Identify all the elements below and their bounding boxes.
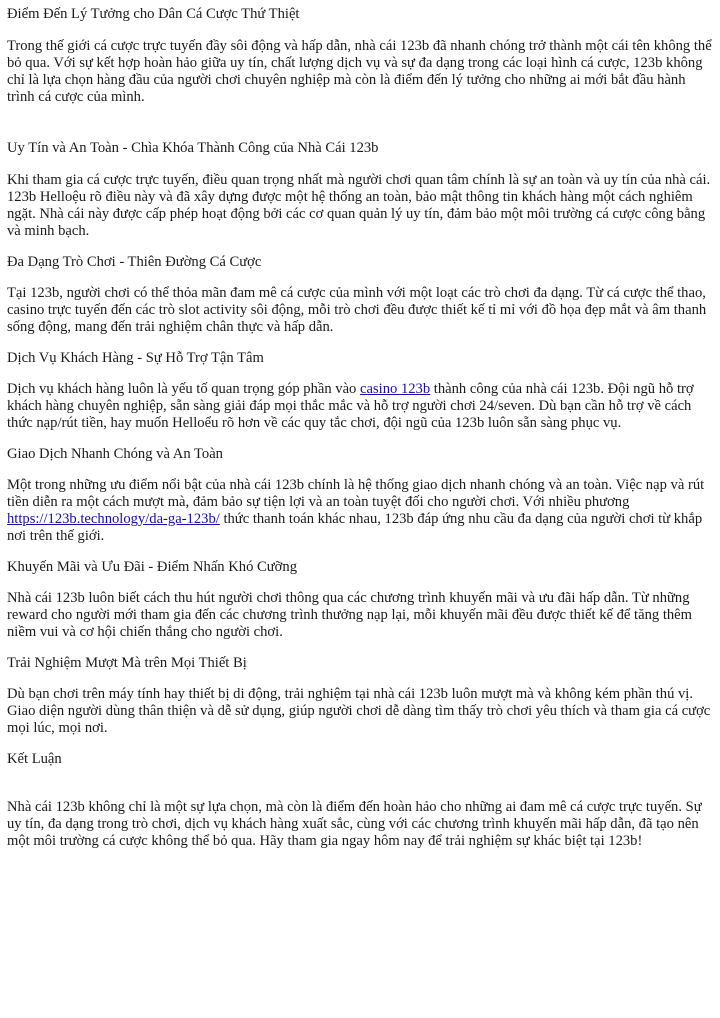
intro-paragraph: Trong thế giới cá cược trực tuyến đầy sôi động và hấp dẫn, nhà cái 123b đã nhanh chóng trở thành một cái tên không thể bỏ qua. Với sự kết hợp hoàn hảo giữa uy tín, chất lượng dịch vụ và sự đa dạng trong các loại hình cá cược, 123b không chỉ là lựa chọn hàng đầu của người chơi chuyên nghiệp mà còn là điểm đến lý tưởng cho những ai mới bắt đầu hành trình cá cược của mình. [7,38,712,105]
da-ga-123b-link[interactable]: https://123b.technology/da-ga-123b/ [7,511,220,527]
section-heading-devices: Trải Nghiệm Mượt Mà trên Mọi Thiết Bị [7,655,247,671]
section-heading-trust: Uy Tín và An Toàn - Chìa Khóa Thành Công của Nhà Cái 123b [7,140,379,156]
transactions-text-end: thức thanh toán khác nhau, 123b đáp ứng nhu cầu đa dạng của người chơi từ khắp nơi trên thế giới. [7,511,703,544]
support-text-start: Dịch vụ khách hàng luôn là yếu tố quan trọng góp phần vào [7,381,361,397]
section-paragraph-conclusion: Nhà cái 123b không chỉ là một sự lựa chọn, mà còn là điểm đến hoàn hảo cho những ai đam mê cá cược trực tuyến. Sự uy tín, đa dạng trong trò chơi, dịch vụ khách hàng xuất sắc, cùng với các chương trình khuyến mãi hấp dẫn, đã tạo nên một môi trường cá cược không thể bỏ qua. Hãy tham gia ngay hôm nay để trải nghiệm sự khác biệt tại 123b! [7,799,702,849]
support-text-end: thành công của nhà cái 123b. Đội ngũ hỗ trợ khách hàng chuyên nghiệp, sẵn sàng giải đáp mọi thắc mắc và hỗ trợ người chơi 24/seven. Dù bạn cần hỗ trợ về cách thức nạp/rút tiền, hay muốn Helloểu rõ hơn về các quy tắc chơi, đội ngũ của 123b luôn sẵn sàng phục vụ. [7,381,694,431]
section-paragraph-games: Tại 123b, người chơi có thể thỏa mãn đam mê cá cược của mình với một loạt các trò chơi đa dạng. Từ cá cược thể thao, casino trực tuyến đến các trò slot activity sôi động, mỗi trò chơi đều được thiết kế tỉ mỉ với đồ họa đẹp mắt và âm thanh sống động, mang đến trải nghiệm chân thực và hấp dẫn. [7,285,707,335]
section-paragraph-promotions: Nhà cái 123b luôn biết cách thu hút người chơi thông qua các chương trình khuyến mãi và ưu đãi hấp dẫn. Từ những reward cho người mới tham gia đến các chương trình thưởng nạp lại, mỗi khuyến mãi đều được thiết kế để tăng thêm niềm vui và cơ hội chiến thắng cho người chơi. [7,590,693,640]
section-paragraph-trust: Khi tham gia cá cược trực tuyến, điều quan trọng nhất mà người chơi quan tâm chính là sự an toàn và uy tín của nhà cái. 123b Helloệu rõ điều này và đã xây dựng được một hệ thống an toàn, bảo mật thông tin khách hàng một cách nghiêm ngặt. Nhà cái này được cấp phép hoạt động bởi các cơ quan quản lý uy tín, đảm bảo một môi trường cá cược công bằng và minh bạch. [7,172,711,239]
section-heading-conclusion: Kết Luận [7,751,62,767]
section-paragraph-transactions [7,477,712,545]
casino-123b-link[interactable]: casino 123b [360,381,431,397]
section-heading-promotions: Khuyến Mãi và Ưu Đãi - Điểm Nhấn Khó Cưỡng [7,559,297,575]
section-heading-support: Dịch Vụ Khách Hàng - Sự Hỗ Trợ Tận Tâm [7,350,264,366]
section-paragraph-devices: Dù bạn chơi trên máy tính hay thiết bị di động, trải nghiệm tại nhà cái 123b luôn mượt mà và không kém phần thú vị. Giao diện người dùng thân thiện và dễ sử dụng, giúp người chơi dễ dàng tìm thấy trò chơi yêu thích và tham gia cá cược mọi lúc, mọi nơi. [7,686,711,736]
section-paragraph-support [7,381,712,432]
section-heading-transactions: Giao Dịch Nhanh Chóng và An Toàn [7,446,223,462]
page-title: Điểm Đến Lý Tưởng cho Dân Cá Cược Thứ Thiệt [7,6,300,22]
section-heading-games: Đa Dạng Trò Chơi - Thiên Đường Cá Cược [7,254,262,270]
transactions-text-start: Một trong những ưu điểm nổi bật của nhà cái 123b chính là hệ thống giao dịch nhanh chóng và an toàn. Việc nạp và rút tiền diễn ra một cách mượt mà, đảm bảo sự tiện lợi và an toàn tuyệt đối cho người chơi. Với nhiều phương [7,477,705,510]
